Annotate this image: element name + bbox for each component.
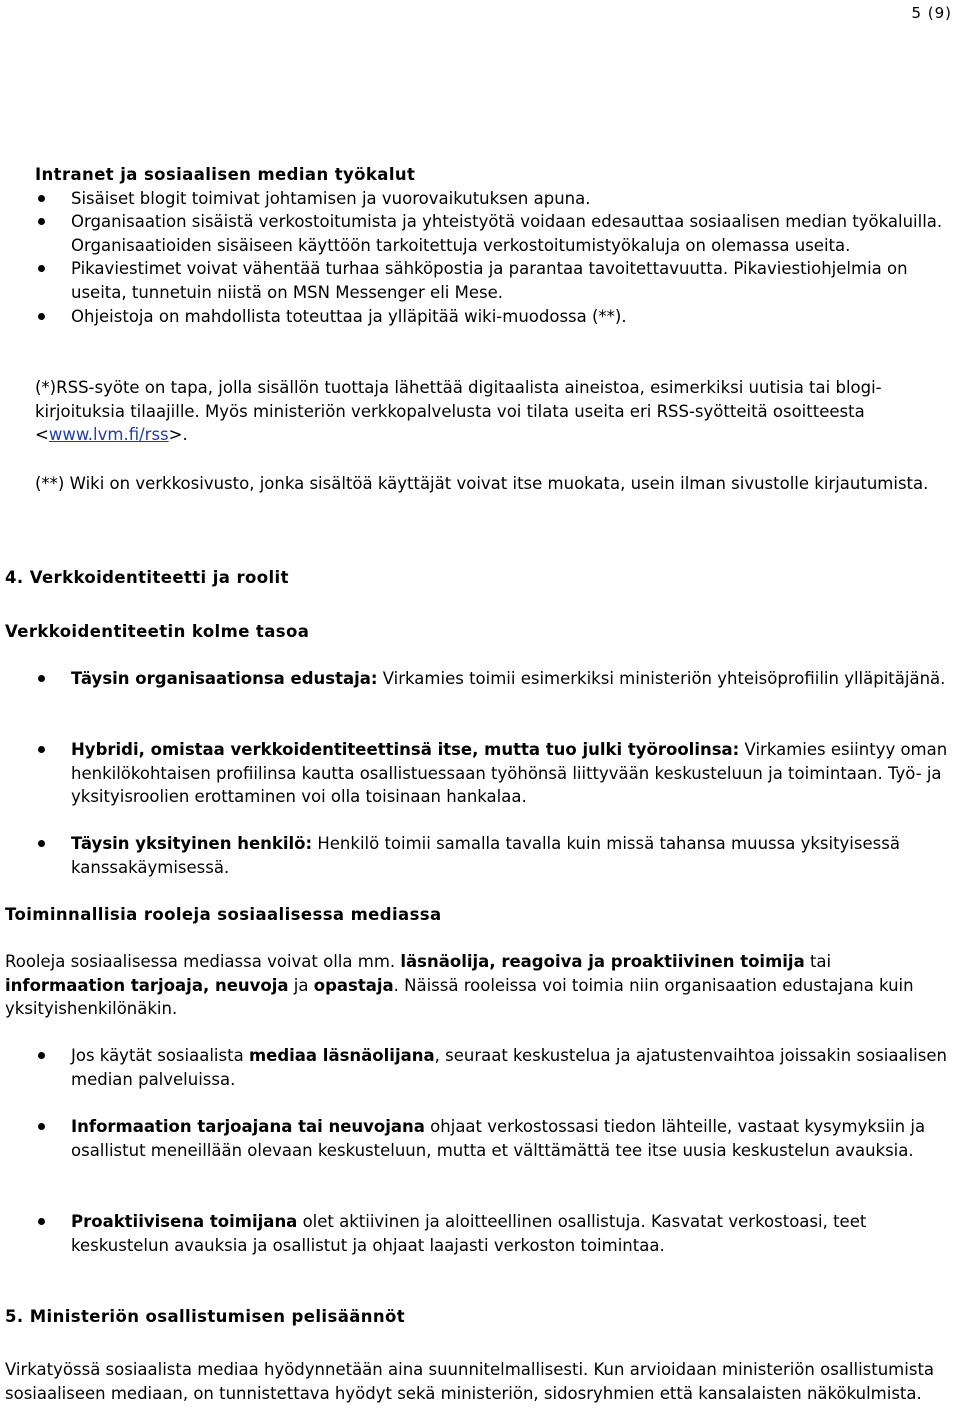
footnote-rss-text: (*)RSS-syöte on tapa, jolla sisällön tuottaja lähettää digitaalista aineistoa, esimerkiksi uutisia tai blogi-kirjoituksia tilaajille. Myös ministeriön verkkopalvelusta voi tilata useita eri RSS-syötteitä osoitteesta < [35, 378, 882, 445]
intro-text-2: tai [804, 952, 832, 971]
list-item: Ohjeistoja on mahdollista toteuttaa ja ylläpitää wiki-muodossa (**). [5, 305, 956, 329]
section-5-title: 5. Ministeriön osallistumisen pelisäännöt [5, 1307, 406, 1326]
level-3-text: Henkilö toimii samalla tavalla kuin missä tahansa muussa yksityisessä kanssakäymisessä. [71, 834, 900, 877]
intranet-bullet-list [5, 187, 956, 329]
roles-heading [5, 903, 956, 927]
intro-bold-2: informaation tarjoaja, neuvoja [5, 975, 289, 995]
intro-bold-3: opastaja [313, 975, 394, 995]
role-1-text: , seuraat keskustelua ja ajatustenvaihtoa joissakin sosiaalisen median palveluissa. [71, 1046, 947, 1089]
role-2-label: Informaation tarjoajana tai neuvojana [71, 1117, 425, 1136]
list-item: Pikaviestimet voivat vähentää turhaa sähköpostia ja parantaa tavoitettavuutta. Pikaviestiohjelmia on useita, tunnetuin niistä on MSN Messenger eli Mese. [5, 257, 956, 304]
identity-level-2 [5, 738, 956, 809]
section-5-body [5, 1358, 956, 1405]
role-1-label: mediaa läsnäolijana [248, 1046, 435, 1065]
level-3-label: Täysin yksityinen henkilö: [71, 834, 313, 853]
list-item [5, 1044, 956, 1091]
identity-levels-title: Verkkoidentiteetin kolme tasoa [5, 622, 310, 641]
role-1-pre: Jos käytät sosiaalista [71, 1046, 249, 1065]
intro-text-3: ja [288, 975, 314, 995]
role-2-text: ohjaat verkostossasi tiedon lähteille, vastaat kysymyksiin ja osallistut meneillään olevaan keskusteluun, mutta et välttämättä tee itse uusia keskustelun avauksia. [71, 1117, 926, 1160]
level-1-text: Virkamies toimii esimerkiksi ministeriön yhteisöprofiilin ylläpitäjänä. [377, 669, 946, 688]
footnote-rss [5, 376, 956, 447]
roles-title: Toiminnallisia rooleja sosiaalisessa mediassa [5, 905, 442, 924]
identity-levels-heading [5, 620, 956, 644]
intranet-heading: Intranet ja sosiaalisen median työkalut [35, 165, 416, 184]
identity-level-3 [5, 832, 956, 879]
role-2 [5, 1115, 956, 1162]
identity-level-1 [5, 667, 956, 691]
list-item [5, 832, 956, 879]
level-2-text: Virkamies esiintyy oman henkilökohtaisen profiilinsa kautta osallistuessaan työhönsä liittyvään keskusteluun ja toimintaan. Työ- ja yksityisroolien erottaminen voi olla toisinaan hankalaa. [71, 740, 948, 807]
level-2-label: Hybridi, omistaa verkkoidentiteettinsä itse, mutta tuo julki työroolinsa: [71, 740, 740, 759]
footnote-wiki-text: (**) Wiki on verkkosivusto, jonka sisältöä käyttäjät voivat itse muokata, usein ilman sivustolle kirjautumista. [35, 474, 929, 493]
section-4-title: 4. Verkkoidentiteetti ja roolit [5, 568, 289, 587]
rss-link[interactable]: www.lvm.fi/rss [48, 425, 169, 445]
role-1 [5, 1044, 956, 1091]
section-5-heading [5, 1305, 956, 1329]
list-item [5, 1115, 956, 1162]
list-item [5, 738, 956, 809]
intro-text-1: Rooleja sosiaalisessa mediassa voivat olla mm. [5, 952, 401, 971]
page-number: 5 (9) [911, 4, 952, 22]
role-3 [5, 1210, 956, 1257]
list-item: Organisaation sisäistä verkostoitumista ja yhteistyötä voidaan edesauttaa sosiaalisen median työkaluilla. Organisaatioiden sisäiseen käyttöön tarkoitettuja verkostoitumistyökaluja on olemassa useita. [5, 210, 956, 257]
footnote-rss-end: >. [168, 425, 188, 445]
level-1-label: Täysin organisaationsa edustaja: [71, 669, 378, 688]
roles-intro [5, 950, 956, 1021]
list-item [5, 667, 956, 691]
footnote-wiki [5, 472, 956, 496]
list-item [5, 1210, 956, 1257]
list-item: Sisäiset blogit toimivat johtamisen ja vuorovaikutuksen apuna. [5, 187, 956, 211]
role-3-label: Proaktiivisena toimijana [71, 1212, 298, 1231]
intro-text-4: . Näissä rooleissa voi toimia niin organisaation edustajana kuin yksityishenkilönäkin. [5, 975, 914, 1019]
section-5-text: Virkatyössä sosiaalista mediaa hyödynnetään aina suunnitelmallisesti. Kun arvioidaan ministeriön osallistumista sosiaaliseen mediaan, on tunnistettava hyödyt sekä ministeriön, sidosryhmien että kansalaisten näkökulmista. [5, 1360, 935, 1403]
intro-bold-1: läsnäolija, reagoiva ja proaktiivinen toimija [400, 952, 805, 971]
intranet-section [5, 163, 956, 328]
section-4-heading [5, 566, 956, 590]
role-3-text: olet aktiivinen ja aloitteellinen osallistuja. Kasvatat verkostoasi, teet keskustelun avauksia ja osallistut ja ohjaat laajasti verkoston toimintaa. [71, 1212, 867, 1255]
